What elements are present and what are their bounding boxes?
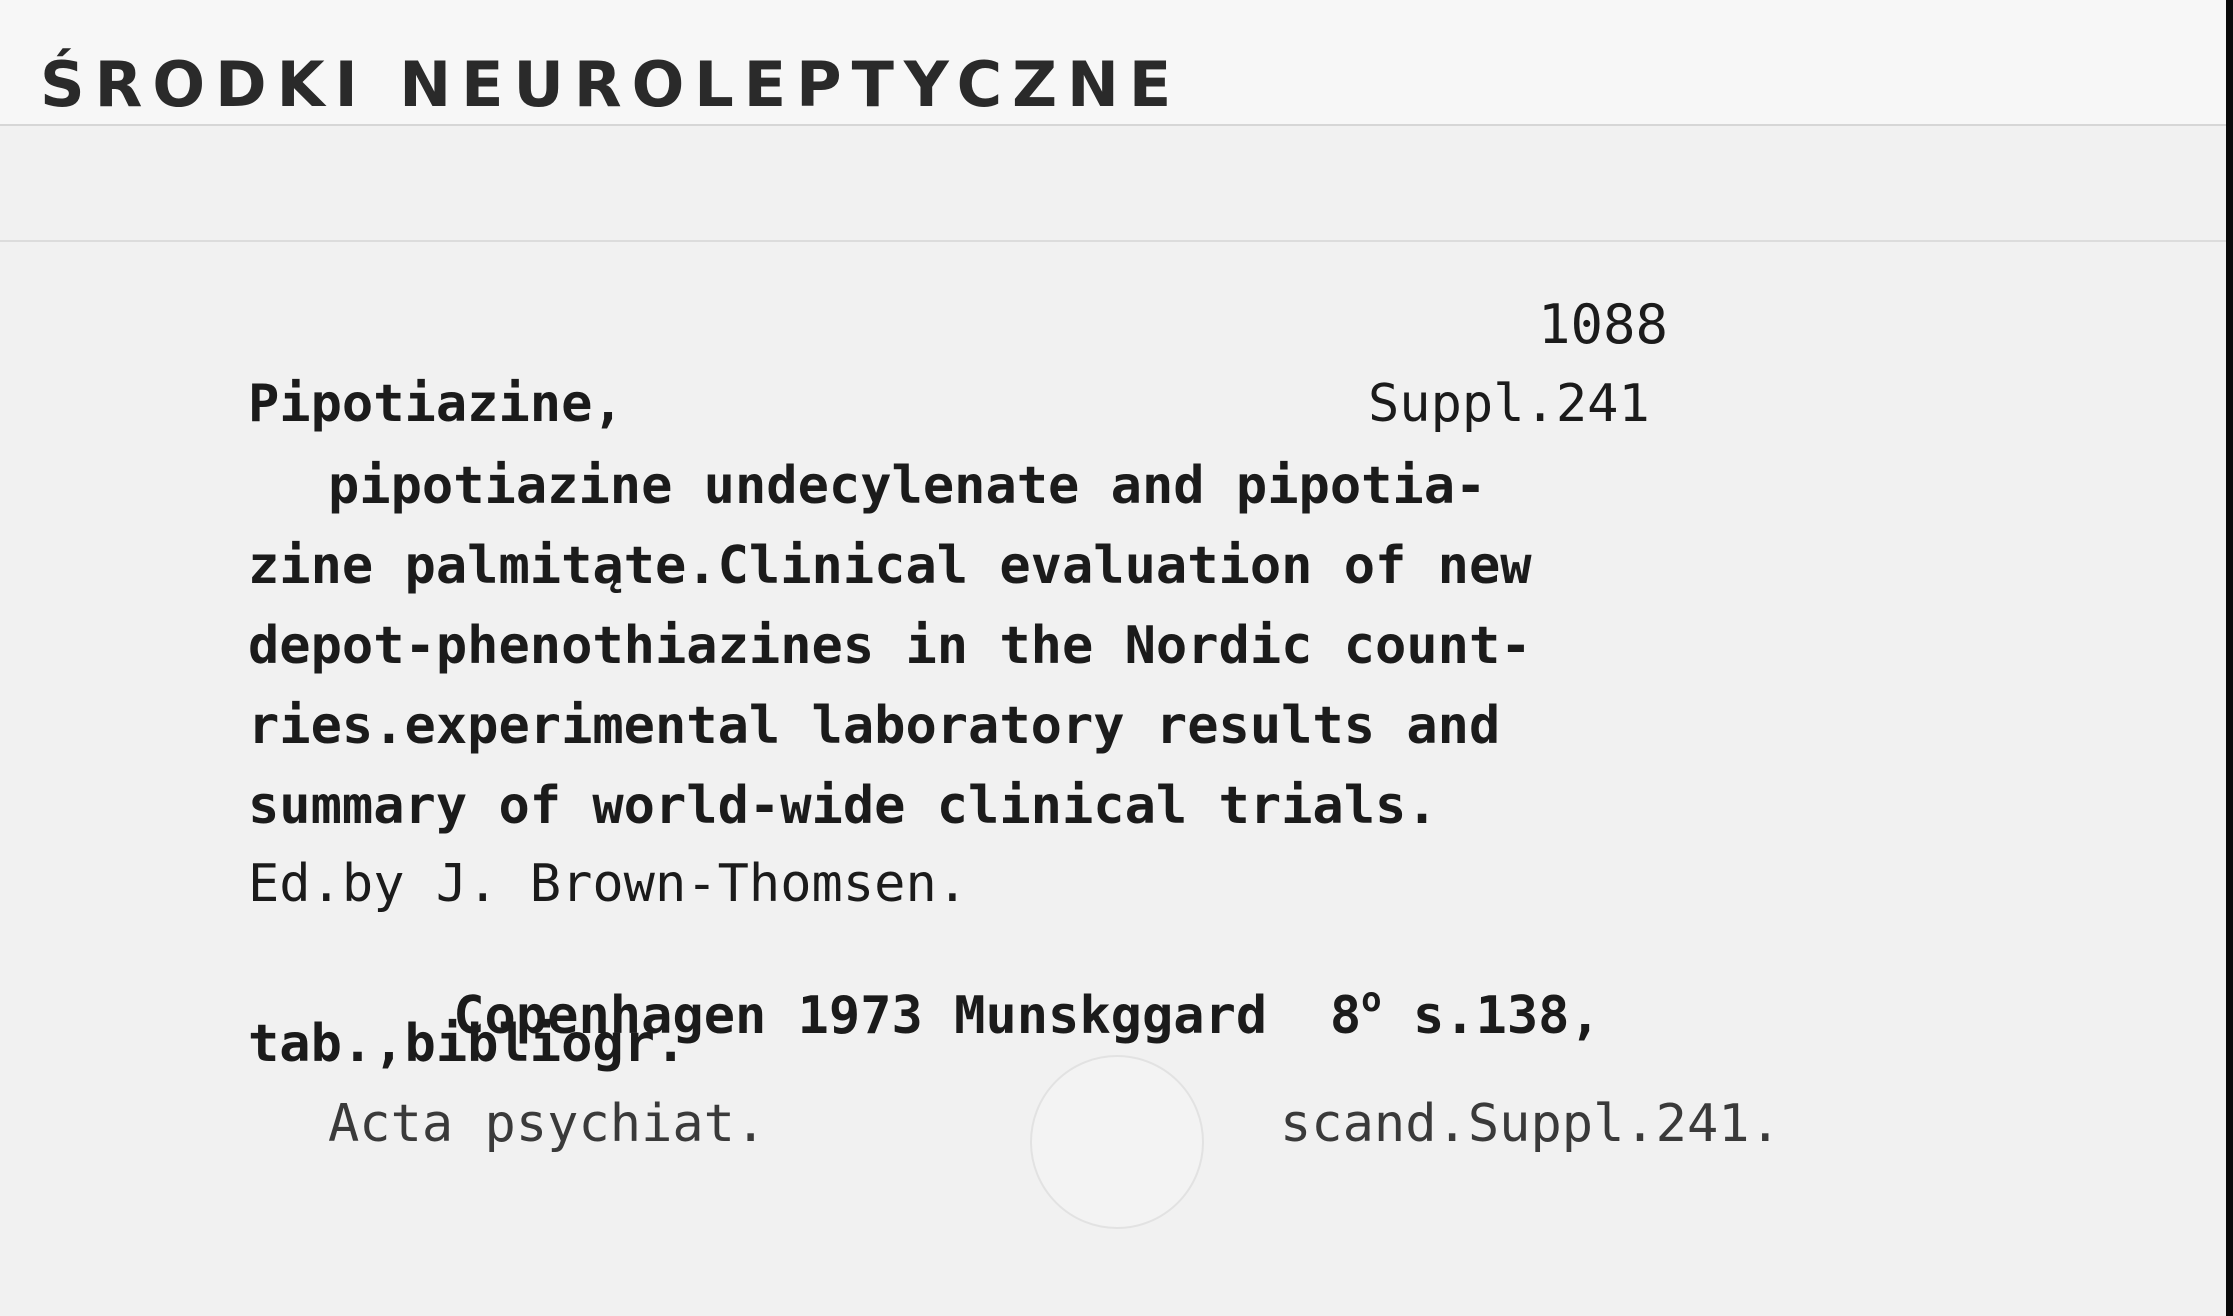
entry-title: Pipotiazine, <box>248 374 624 434</box>
extras-line: tab.,bibliogr. <box>248 1014 687 1074</box>
series-right: scand.Suppl.241. <box>1280 1094 1781 1154</box>
format-number: 8 <box>1329 986 1362 1046</box>
page-count: s.138, <box>1412 986 1601 1046</box>
call-number: 1088 <box>1538 293 1669 356</box>
imprint-place-year: Copenhagen 1973 Munskggard <box>453 986 1268 1046</box>
title-line: pipotiazine undecylenate and pipotia- <box>328 456 1487 516</box>
supplement-number: Suppl.241 <box>1368 374 1650 434</box>
card-edge <box>2226 0 2233 1316</box>
header-rule <box>0 124 2226 126</box>
format-degree: o <box>1361 980 1382 1020</box>
card-rule <box>0 240 2226 242</box>
editor-line: Ed.by J. Brown-Thomsen. <box>248 854 969 914</box>
title-line: depot-phenothiazines in the Nordic count- <box>248 616 1532 676</box>
title-line: zine palmitąte.Clinical evaluation of new <box>248 536 1532 596</box>
title-line: summary of world-wide clinical trials. <box>248 776 1438 836</box>
subject-heading: ŚRODKI NEUROLEPTYCZNE <box>40 48 1182 121</box>
title-line: ries.experimental laboratory results and <box>248 696 1501 756</box>
series-left: Acta psychiat. <box>328 1094 767 1154</box>
